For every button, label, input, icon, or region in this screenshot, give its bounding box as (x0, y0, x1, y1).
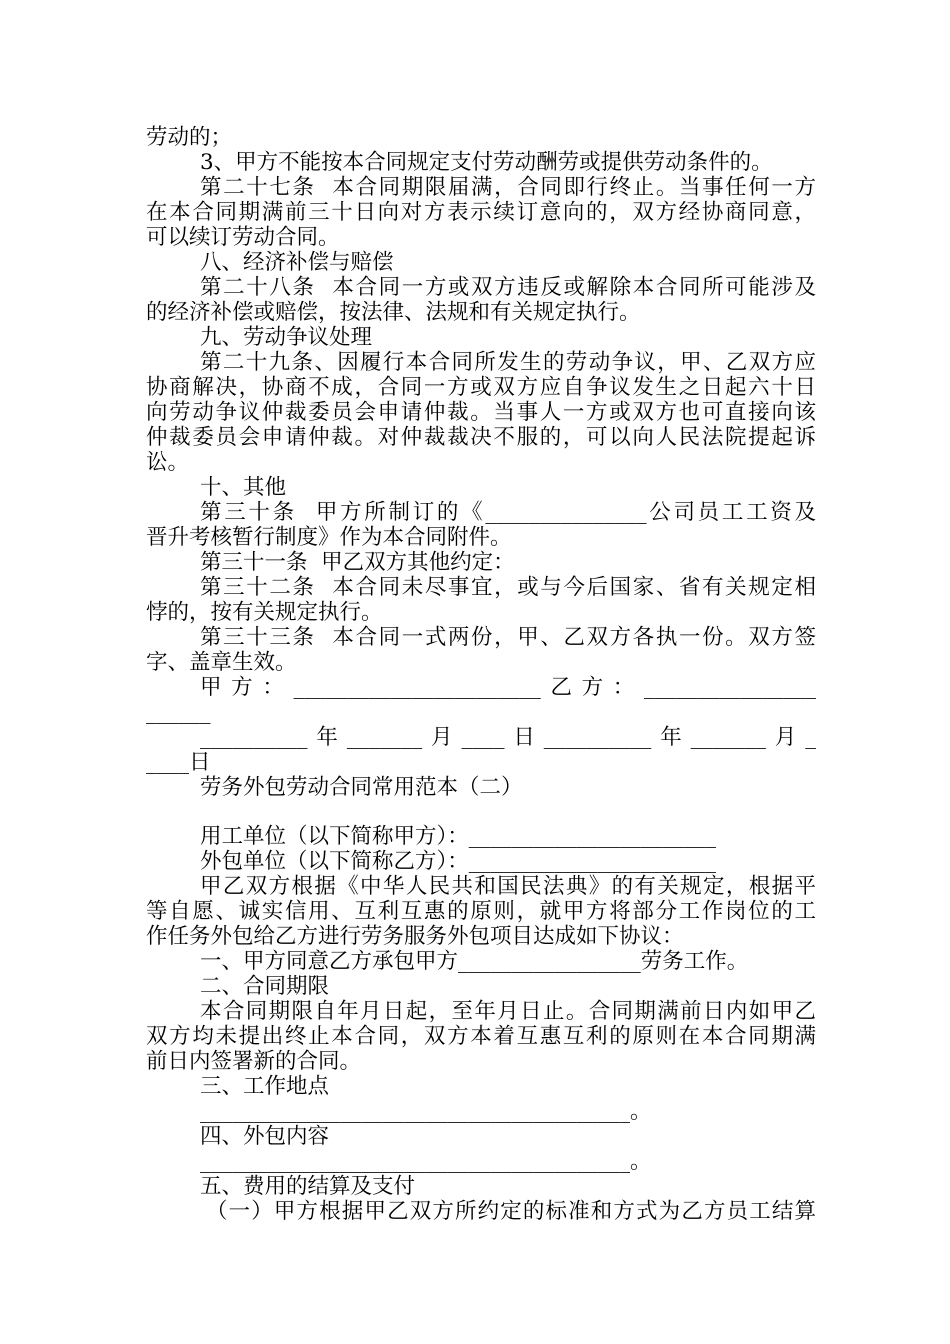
text-line: 甲乙双方根据《中华人民共和国民法典》的有关规定，根据平 (200, 874, 816, 899)
text-line: 作任务外包给乙方进行劳务服务外包项目达成如下协议： (146, 924, 684, 949)
blank-line: ________________________________________。 (200, 1149, 652, 1174)
text-line: （一）甲方根据甲乙双方所约定的标准和方式为乙方员工结算 (206, 1199, 816, 1224)
text-line: 第三十一条 甲乙双方其他约定： (200, 550, 515, 575)
text-line: 协商解决，协商不成，合同一方或双方应自争议发生之日起六十日 (146, 375, 816, 400)
signature-line: 甲方：_______________________乙方：________________ (200, 675, 816, 700)
text-line: 双方均未提出终止本合同，双方本着互惠互利的原则在本合同期满 (146, 1024, 816, 1049)
text-line: 第二十七条 本合同期限届满，合同即行终止。当事任何一方 (200, 175, 816, 200)
signature-line: ______ (146, 700, 211, 725)
text-line: 第二十八条 本合同一方或双方违反或解除本合同所可能涉及 (200, 275, 816, 300)
section-heading: 五、费用的结算及支付 (200, 1174, 416, 1199)
text-line: 在本合同期满前三十日向对方表示续订意向的，双方经协商同意， (146, 200, 816, 225)
text-line: 一、甲方同意乙方承包甲方_________________劳务工作。 (200, 949, 749, 974)
section-heading: 十、其他 (200, 475, 287, 500)
text-line: 前日内签署新的合同。 (146, 1049, 362, 1074)
text-line: 晋升考核暂行制度》作为本合同附件。 (146, 525, 512, 550)
section-heading: 四、外包内容 (200, 1124, 330, 1149)
text-line: 等自愿、诚实信用、互利互惠的原则，就甲方将部分工作岗位的工 (146, 899, 816, 924)
text-line: 外包单位（以下简称乙方）：_______________________ (200, 849, 717, 874)
document-title: 劳务外包劳动合同常用范本（二） (200, 775, 523, 800)
text-line: 悖的，按有关规定执行。 (146, 600, 383, 625)
text-line: 第二十九条、因履行本合同所发生的劳动争议，甲、乙双方应 (200, 350, 816, 375)
text-line: 用工单位（以下简称甲方）：_______________________ (200, 824, 717, 849)
blank-line: ________________________________________。 (200, 1099, 652, 1124)
text-line: 劳动的； (146, 125, 233, 150)
text-line: 第三十三条 本合同一式两份，甲、乙双方各执一份。双方签 (200, 625, 816, 650)
text-line: 第三十二条 本合同未尽事宜，或与今后国家、省有关规定相 (200, 575, 816, 600)
text-line: 仲裁委员会申请仲裁。对仲裁裁决不服的，可以向人民法院提起诉 (146, 425, 816, 450)
section-heading: 九、劳动争议处理 (200, 325, 373, 350)
section-heading: 二、合同期限 (200, 974, 330, 999)
section-heading: 八、经济补偿与赔偿 (200, 250, 394, 275)
text-line: 的经济补偿或赔偿，按法律、法规和有关规定执行。 (146, 300, 641, 325)
text-line: 向劳动争议仲裁委员会申请仲裁。当事人一方或双方也可直接向该 (146, 400, 816, 425)
text-line: 可以续订劳动合同。 (146, 225, 340, 250)
text-line: 本合同期限自年月日起，至年月日止。合同期满前日内如甲乙 (200, 999, 816, 1024)
text-line: 第三十条 甲方所制订的《_______________公司员工工资及 (200, 500, 816, 525)
text-line: 字、盖章生效。 (146, 650, 297, 675)
text-line: 3、甲方不能按本合同规定支付劳动酬劳或提供劳动条件的。 (200, 150, 773, 175)
date-line: ____日 (146, 750, 211, 775)
date-line: __________年_______月____日__________年_______月_ (200, 725, 816, 750)
text-line: 讼。 (146, 450, 190, 475)
section-heading: 三、工作地点 (200, 1074, 330, 1099)
